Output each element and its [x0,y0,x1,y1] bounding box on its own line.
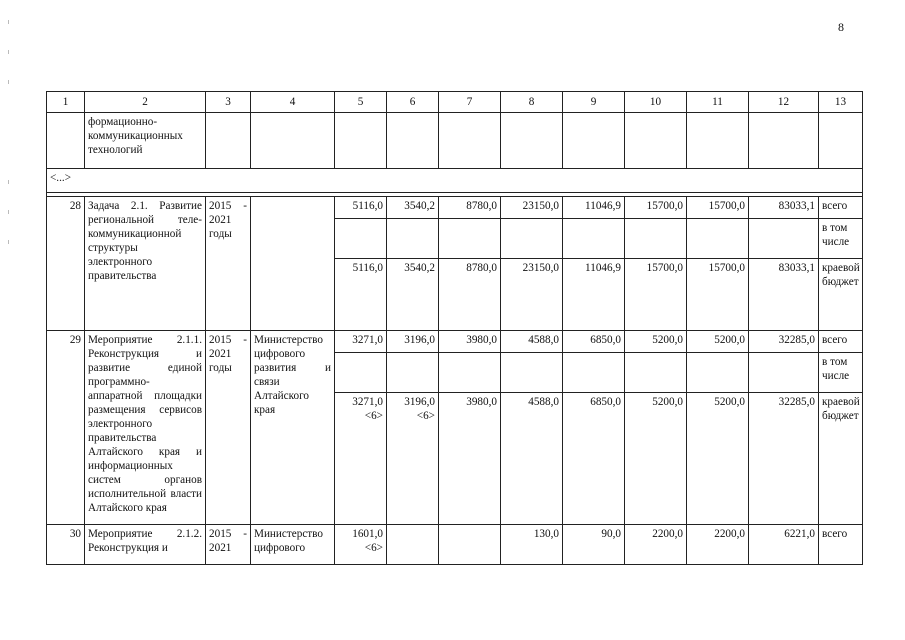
executor-cell [251,197,335,331]
continuation-text: формационно-коммуникационных технологий [85,113,206,169]
value-cell [501,219,563,259]
value-cell: 3196,0 [387,331,439,353]
column-header: 6 [387,92,439,113]
scan-margin-marks [8,20,12,620]
value-cell [625,353,687,393]
value-cell [625,219,687,259]
value-cell [439,353,501,393]
continuation-row [47,113,863,169]
value-cell: 3271,0 <6> [335,393,387,525]
value-cell [749,219,819,259]
column-header: 12 [749,92,819,113]
value-cell: 83033,1 [749,197,819,219]
period-cell: 2015 - 2021 [206,525,251,565]
value-cell: 5200,0 [687,331,749,353]
value-cell: 32285,0 [749,393,819,525]
funding-source-cell: краевой бюджет [819,393,863,525]
value-cell [749,353,819,393]
value-cell: 3980,0 [439,393,501,525]
value-cell: 15700,0 [625,197,687,219]
column-header: 13 [819,92,863,113]
executor-cell: Министерство цифрового [251,525,335,565]
funding-source-cell: в том числе [819,219,863,259]
row-number-cell: 29 [47,331,85,525]
value-cell [335,219,387,259]
page-number: 8 [838,20,844,34]
ellipsis-text: <...> [47,169,863,193]
period-cell: 2015 - 2021 годы [206,197,251,331]
value-cell: 1601,0 <6> [335,525,387,565]
funding-source-cell: всего [819,197,863,219]
value-cell [387,525,439,565]
row-number-cell: 28 [47,197,85,331]
column-header: 9 [563,92,625,113]
ellipsis-row [47,169,863,193]
value-cell: 5200,0 [687,393,749,525]
value-cell [439,525,501,565]
value-cell: 4588,0 [501,393,563,525]
value-cell: 15700,0 [687,197,749,219]
value-cell [687,219,749,259]
value-cell: 3980,0 [439,331,501,353]
value-cell [687,353,749,393]
table-row [47,331,863,353]
value-cell: 11046,9 [563,259,625,331]
column-header: 8 [501,92,563,113]
value-cell: 23150,0 [501,197,563,219]
value-cell: 8780,0 [439,259,501,331]
value-cell [387,353,439,393]
measure-name-cell: Мероприятие 2.1.2. Реконструкция и [85,525,206,565]
table-row [47,197,863,219]
value-cell: 6850,0 [563,331,625,353]
funding-source-cell: всего [819,331,863,353]
executor-cell: Министерство цифрового развития и связи Алтайского края [251,331,335,525]
funding-source-cell: в том числе [819,353,863,393]
value-cell [563,353,625,393]
value-cell: 11046,9 [563,197,625,219]
measure-name-cell: Задача 2.1. Развитие региональной теле-коммуникационной структуры электронного правительства [85,197,206,331]
funding-source-cell: краевой бюджет [819,259,863,331]
value-cell: 15700,0 [625,259,687,331]
table-row [47,525,863,565]
period-cell: 2015 - 2021 годы [206,331,251,525]
value-cell [501,353,563,393]
value-cell: 4588,0 [501,331,563,353]
value-cell [387,219,439,259]
value-cell: 83033,1 [749,259,819,331]
value-cell: 6850,0 [563,393,625,525]
value-cell: 5116,0 [335,197,387,219]
value-cell: 3540,2 [387,259,439,331]
column-header: 10 [625,92,687,113]
column-header: 2 [85,92,206,113]
value-cell [335,353,387,393]
funding-source-cell: всего [819,525,863,565]
value-cell: 2200,0 [687,525,749,565]
column-header: 3 [206,92,251,113]
program-table [46,91,863,565]
measure-name-cell: Мероприятие 2.1.1. Реконструкция и развитие единой программно-аппаратной площадки размещения сервисов электронного правительства Алтайского края и информационных систем органов исполнительной власти Алтайского края [85,331,206,525]
value-cell: 5200,0 [625,393,687,525]
value-cell [563,219,625,259]
row-number-cell: 30 [47,525,85,565]
value-cell: 3540,2 [387,197,439,219]
value-cell: 6221,0 [749,525,819,565]
value-cell: 3271,0 [335,331,387,353]
value-cell: 32285,0 [749,331,819,353]
column-header: 4 [251,92,335,113]
value-cell: 2200,0 [625,525,687,565]
column-header-row [47,92,863,113]
value-cell: 5116,0 [335,259,387,331]
column-header: 7 [439,92,501,113]
value-cell: 23150,0 [501,259,563,331]
value-cell: 8780,0 [439,197,501,219]
value-cell: 130,0 [501,525,563,565]
column-header: 5 [335,92,387,113]
column-header: 1 [47,92,85,113]
value-cell: 3196,0 <6> [387,393,439,525]
value-cell: 5200,0 [625,331,687,353]
value-cell [439,219,501,259]
value-cell: 15700,0 [687,259,749,331]
value-cell: 90,0 [563,525,625,565]
column-header: 11 [687,92,749,113]
